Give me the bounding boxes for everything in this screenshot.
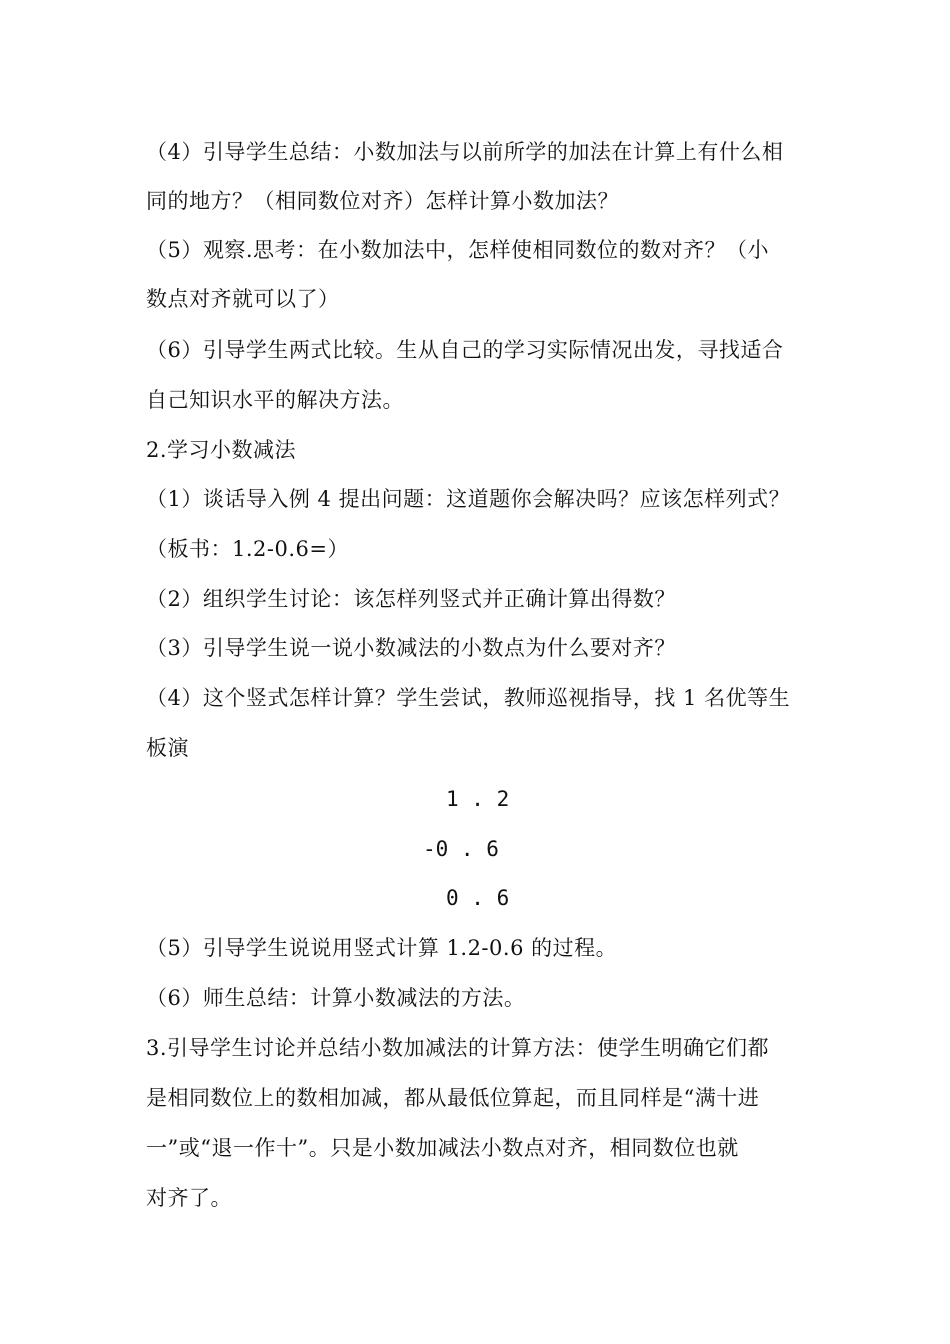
- vertical-calc-row-3: 0 . 6: [446, 886, 510, 910]
- text-line: （3）引导学生说一说小数减法的小数点为什么要对齐？: [146, 636, 676, 660]
- text-line: 数点对齐就可以了）: [146, 287, 340, 311]
- text-line: 是相同数位上的数相加减，都从最低位算起，而且同样是“满十进: [146, 1086, 760, 1110]
- vertical-calc-row-1: 1 . 2: [446, 787, 510, 811]
- text-line: （4）这个竖式怎样计算？学生尝试，教师巡视指导，找 1 名优等生: [146, 686, 791, 710]
- section-heading: 3.引导学生讨论并总结小数加减法的计算方法：使学生明确它们都: [146, 1036, 770, 1060]
- text-line: （1）谈话导入例 4 提出问题：这道题你会解决吗？应该怎样列式？: [146, 487, 791, 511]
- text-line: 一”或“退一作十”。只是小数加减法小数点对齐，相同数位也就: [146, 1136, 739, 1160]
- text-line: （5）观察.思考：在小数加法中，怎样使相同数位的数对齐？（小: [146, 238, 770, 262]
- text-line: （4）引导学生总结：小数加法与以前所学的加法在计算上有什么相: [146, 140, 784, 164]
- text-line: 对齐了。: [146, 1186, 232, 1210]
- text-line: （5）引导学生说说用竖式计算 1.2-0.6 的过程。: [146, 936, 618, 960]
- text-line: （6）引导学生两式比较。生从自己的学习实际情况出发，寻找适合: [146, 338, 784, 362]
- text-line: 同的地方？（相同数位对齐）怎样计算小数加法？: [146, 189, 619, 213]
- text-line: 板演: [146, 736, 189, 760]
- text-line: （2）组织学生讨论：该怎样列竖式并正确计算出得数？: [146, 587, 676, 611]
- text-line: 自己知识水平的解决方法。: [146, 388, 404, 412]
- text-line: （板书：1.2-0.6=）: [146, 537, 349, 561]
- section-heading: 2.学习小数减法: [146, 438, 297, 462]
- text-line: （6）师生总结：计算小数减法的方法。: [146, 986, 526, 1010]
- vertical-calc-row-2: -0 . 6: [423, 837, 499, 861]
